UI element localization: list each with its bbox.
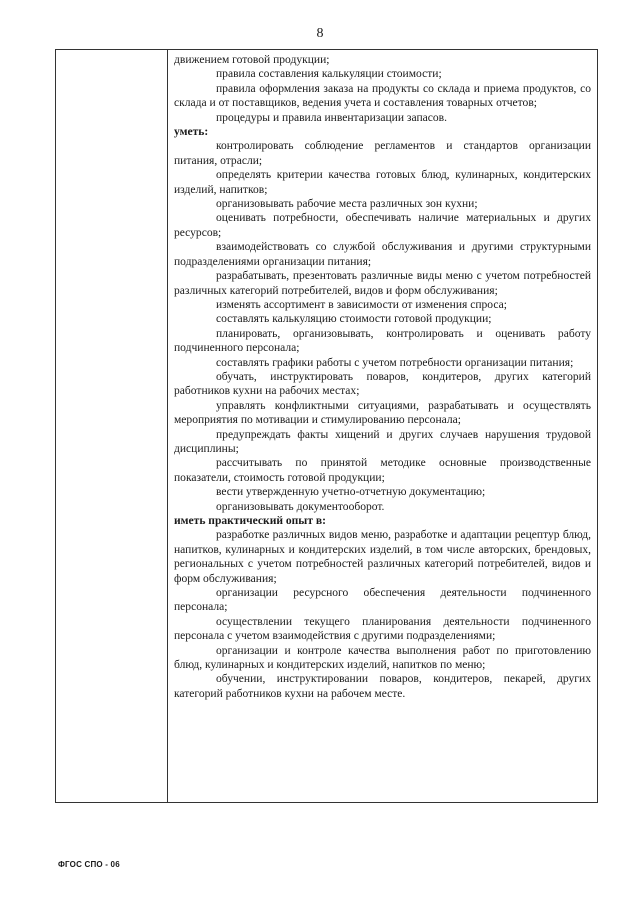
text-paragraph: организации и контроле качества выполнения работ по приготовлению блюд, кулинарных и кондитерских изделий, напитков по меню; [174,644,591,672]
text-paragraph: составлять графики работы с учетом потребности организации питания; [216,356,574,369]
text-paragraph: организации ресурсного обеспечения деятельности подчиненного персонала; [174,587,591,614]
section-heading: уметь: [174,126,209,139]
text-paragraph: организовывать документооборот. [216,500,385,513]
text-paragraph: контролировать соблюдение регламентов и стандартов организации питания, отрасли; [174,140,591,167]
text-paragraph: определять критерии качества готовых блюд, кулинарных, кондитерских изделий, напитков; [174,169,591,196]
text-paragraph: процедуры и правила инвентаризации запасов. [216,111,447,124]
text-paragraph: планировать, организовывать, контролировать и оценивать работу подчиненного персонала; [174,327,591,355]
text-paragraph: изменять ассортимент в зависимости от изменения спроса; [216,298,507,311]
text-paragraph: вести утвержденную учетно-отчетную документацию; [216,486,486,499]
page-number: 8 [316,26,324,41]
text-paragraph: предупреждать факты хищений и других случаев нарушения трудовой дисциплины; [174,428,591,455]
text-paragraph: обучать, инструктировать поваров, кондитеров, других категорий работников кухни на рабочих местах; [174,370,591,398]
table-right-cell [174,53,591,701]
text-paragraph: составлять калькуляцию стоимости готовой продукции; [216,313,492,326]
text-paragraph: правила составления калькуляции стоимости; [216,68,442,81]
text-paragraph: управлять конфликтными ситуациями, разрабатывать и осуществлять мероприятия по мотивации и стимулированию персонала; [174,399,591,427]
text-paragraph: оценивать потребности, обеспечивать наличие материальных и других ресурсов; [174,212,591,239]
section-heading: иметь практический опыт в: [174,515,326,527]
text-paragraph: правила оформления заказа на продукты со склада и приема продуктов, со склада и от поставщиков, ведения учета и составления товарных отчетов; [174,82,591,110]
text-paragraph: обучении, инструктировании поваров, кондитеров, пекарей, других категорий работников кухни на рабочем месте. [174,673,591,700]
text-paragraph: движением готовой продукции; [174,54,330,66]
text-paragraph: рассчитывать по принятой методике основные производственные показатели, стоимость готовой продукции; [174,457,591,484]
text-paragraph: осуществлении текущего планирования деятельности подчиненного персонала с учетом взаимодействия с другими подразделениями; [174,615,591,643]
text-paragraph: разработке различных видов меню, разработке и адаптации рецептур блюд, напитков, кулинарных и кондитерских изделий, в том числе авторских, брендовых, региональных с учетом потребностей различных категорий потребителей, видов и форм обслуживания; [174,529,591,585]
table-left-cell [56,50,168,802]
text-paragraph: разрабатывать, презентовать различные виды меню с учетом потребностей различных категорий потребителей, видов и форм обслуживания; [174,270,591,297]
content-table [55,49,598,803]
text-paragraph: организовывать рабочие места различных зон кухни; [216,198,478,211]
footer-standard-code: ФГОС СПО - 06 [58,860,120,869]
text-paragraph: взаимодействовать со службой обслуживания и другими структурными подразделениями организации питания; [174,241,591,268]
